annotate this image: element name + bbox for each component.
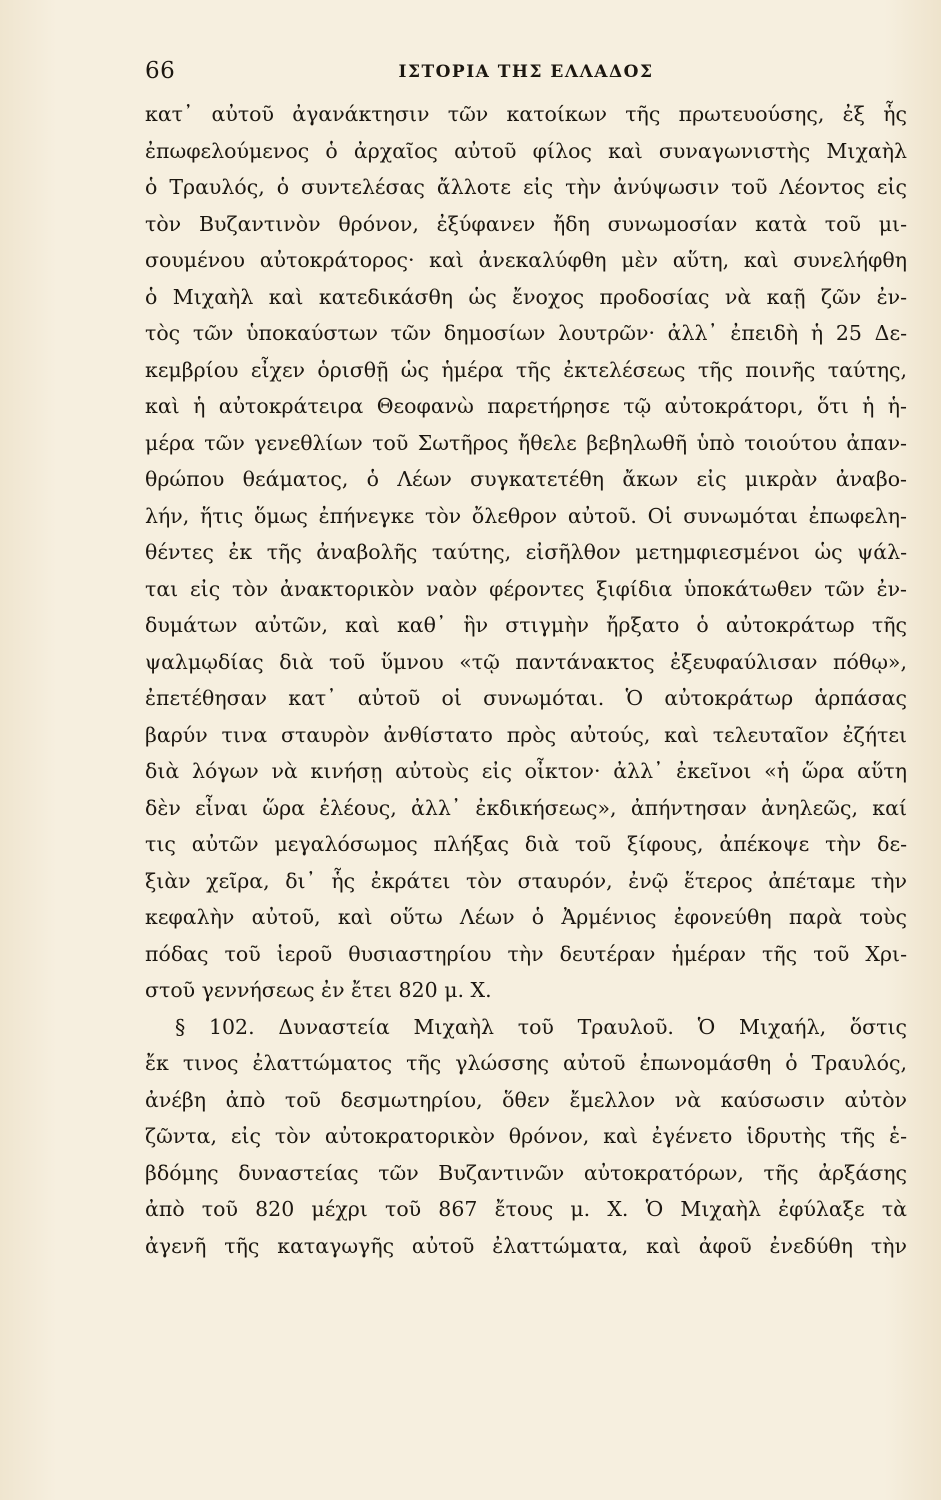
text-line: σουμένου αὐτοκράτορος· καὶ ἀνεκαλύφθη μὲν αὕτη, καὶ συνελήφθη <box>145 248 907 272</box>
text-line: ξιὰν χεῖρα, δι᾽ ἧς ἐκράτει τὸν σταυρόν, ἐνῷ ἕτερος ἀπέταμε τὴν <box>145 868 907 893</box>
text-line: ζῶντα, εἰς τὸν αὐτοκρατορικὸν θρόνον, καὶ ἐγένετο ἱδρυτὴς τῆς ἑ- <box>145 1124 907 1148</box>
running-title: ΙΣΤΟΡΙΑ ΤΗΣ ΕΛΛΑΔΟΣ <box>398 62 654 82</box>
text-line: ὁ Τραυλός, ὁ συντελέσας ἄλλοτε εἰς τὴν ἀνύψωσιν τοῦ Λέοντος εἰς <box>145 175 907 199</box>
text-line: κεμβρίου εἶχεν ὁρισθῇ ὡς ἡμέρα τῆς ἐκτελέσεως τῆς ποινῆς ταύτης, <box>145 357 907 382</box>
text-line: ὁ Μιχαὴλ καὶ κατεδικάσθη ὡς ἔνοχος προδοσίας νὰ καῇ ζῶν ἐν- <box>145 284 907 309</box>
text-line: ἐπωφελούμενος ὁ ἀρχαῖος αὐτοῦ φίλος καὶ συναγωνιστὴς Μιχαὴλ <box>145 138 907 163</box>
page-number: 66 <box>145 58 176 84</box>
page-header <box>145 58 907 92</box>
text-line: ἀνέβη ἀπὸ τοῦ δεσμωτηρίου, ὅθεν ἔμελλον νὰ καύσωσιν αὐτὸν <box>145 1087 907 1112</box>
text-line: κατ᾽ αὐτοῦ ἀγανάκτησιν τῶν κατοίκων τῆς πρωτευούσης, ἐξ ἧς <box>145 102 907 126</box>
text-line: ται εἰς τὸν ἀνακτορικὸν ναὸν φέροντες ξιφίδια ὑποκάτωθεν τῶν ἐν- <box>145 576 907 601</box>
text-line: διὰ λόγων νὰ κινήσῃ αὐτοὺς εἰς οἶκτον· ἀλλ᾽ ἐκεῖνοι «ἡ ὥρα αὕτη <box>145 759 907 783</box>
text-line: ψαλμῳδίας διὰ τοῦ ὕμνου «τῷ παντάνακτος ἐξευφαύλισαν πόθῳ», <box>145 649 907 674</box>
section-heading-line: § 102. Δυναστεία Μιχαὴλ τοῦ Τραυλοῦ. Ὁ Μιχαήλ, ὅστις <box>175 1014 907 1039</box>
text-line: θέντες ἐκ τῆς ἀναβολῆς ταύτης, εἰσῆλθον μετημφιεσμένοι ὡς ψάλ- <box>145 540 907 564</box>
text-line: στοῦ γεννήσεως ἐν ἔτει 820 μ. Χ. <box>145 978 492 1002</box>
text-line: τὸν Βυζαντινὸν θρόνον, ἐξύφανεν ἤδη συνωμοσίαν κατὰ τοῦ μι- <box>145 211 907 236</box>
text-line: τις αὐτῶν μεγαλόσωμος πλήξας διὰ τοῦ ξίφους, ἀπέκοψε τὴν δε- <box>145 832 907 856</box>
text-line: μέρα τῶν γενεθλίων τοῦ Σωτῆρος ἤθελε βεβηλωθῆ ὑπὸ τοιούτου ἀπαν- <box>145 430 907 455</box>
text-line: βδόμης δυναστείας τῶν Βυζαντινῶν αὐτοκρατόρων, τῆς ἀρξάσης <box>145 1160 907 1185</box>
text-line: καὶ ἡ αὐτοκράτειρα Θεοφανὼ παρετήρησε τῷ αὐτοκράτορι, ὅτι ἡ ἡ- <box>145 394 907 418</box>
text-line: βαρύν τινα σταυρὸν ἀνθίστατο πρὸς αὐτούς, καὶ τελευταῖον ἐζήτει <box>145 722 907 747</box>
text-line: ἐπετέθησαν κατ᾽ αὐτοῦ οἱ συνωμόται. Ὁ αὐτοκράτωρ ἁρπάσας <box>145 686 907 710</box>
text-line: δυμάτων αὐτῶν, καὶ καθ᾽ ἣν στιγμὴν ἤρξατο ὁ αὐτοκράτωρ τῆς <box>145 613 907 637</box>
text-line: τὸς τῶν ὑποκαύστων τῶν δημοσίων λουτρῶν· ἀλλ᾽ ἐπειδὴ ἡ 25 Δε- <box>145 321 907 345</box>
text-line: λήν, ἥτις ὅμως ἐπήνεγκε τὸν ὄλεθρον αὐτοῦ. Οἱ συνωμόται ἐπωφελη- <box>145 503 907 528</box>
body-text <box>145 96 907 1264</box>
text-line: ἀγενῆ τῆς καταγωγῆς αὐτοῦ ἐλαττώματα, καὶ ἀφοῦ ἐνεδύθη τὴν <box>145 1233 907 1258</box>
text-line: πόδας τοῦ ἱεροῦ θυσιαστηρίου τὴν δευτέραν ἡμέραν τῆς τοῦ Χρι- <box>145 941 907 966</box>
text-line: ἀπὸ τοῦ 820 μέχρι τοῦ 867 ἔτους μ. Χ. Ὁ Μιχαὴλ ἐφύλαξε τὰ <box>145 1197 907 1221</box>
text-line: κεφαλὴν αὐτοῦ, καὶ οὕτω Λέων ὁ Ἀρμένιος ἐφονεύθη παρὰ τοὺς <box>145 905 907 929</box>
text-line: ἔκ τινος ἐλαττώματος τῆς γλώσσης αὐτοῦ ἐπωνομάσθη ὁ Τραυλός, <box>145 1051 907 1075</box>
text-line: θρώπου θεάματος, ὁ Λέων συγκατετέθη ἄκων εἰς μικρὰν ἀναβο- <box>145 467 907 491</box>
text-line: δὲν εἶναι ὥρα ἐλέους, ἀλλ᾽ ἐκδικήσεως», ἀπήντησαν ἀνηλεῶς, καί <box>145 795 907 820</box>
